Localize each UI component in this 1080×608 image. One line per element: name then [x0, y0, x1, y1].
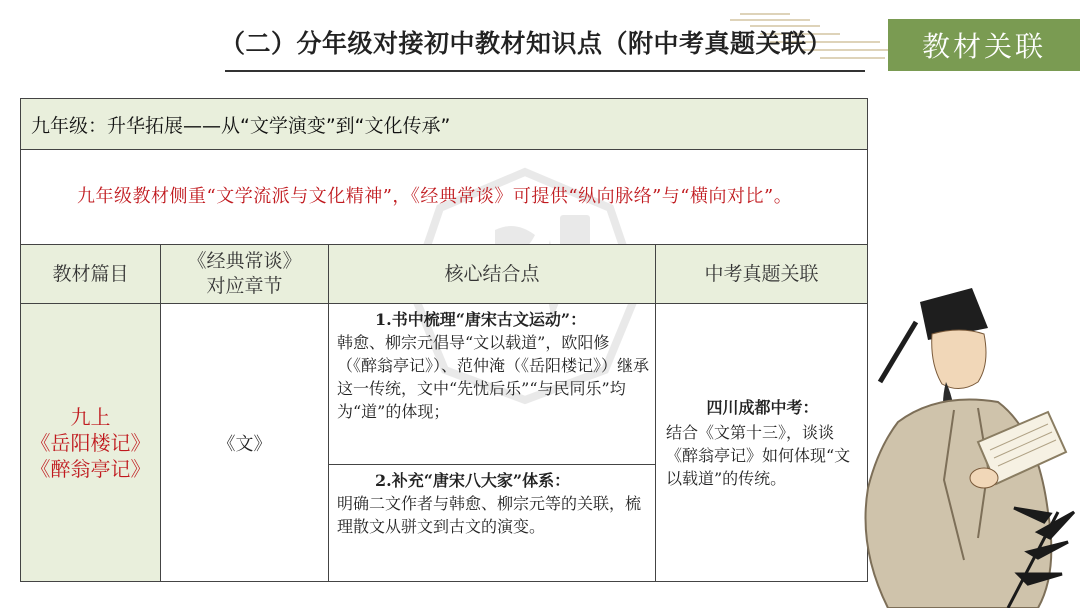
textbook-grade: 九上 — [70, 404, 111, 429]
col-head-chapter-line1: 《经典常谈》 — [187, 250, 302, 272]
col-head-chapter-line2: 对应章节 — [206, 275, 283, 297]
core-point-1-body: 韩愈、柳宗元倡导“文以载道”，欧阳修（《醉翁亭记》）、范仲淹（《岳阳楼记》）继承这一传统，文中“先忧后乐”“与民同乐”均为“道”的体现； — [337, 333, 650, 421]
grade-intro-text: 九年级教材侧重“文学流派与文化精神”，《经典常谈》可提供“纵向脉络”与“横向对比”。 — [77, 186, 793, 207]
textbook-title-1: 《岳阳楼记》 — [30, 430, 151, 455]
grade-intro — [21, 150, 868, 245]
core-point-2-title: 2.补充“唐宋八大家”体系： — [375, 471, 571, 490]
col-head-chapter — [161, 245, 329, 304]
textbook-cell — [21, 304, 161, 582]
page-title: （二）分年级对接初中教材知识点（附中考真题关联） — [220, 29, 833, 58]
knowledge-table — [20, 98, 868, 582]
scholar-illustration — [858, 282, 1080, 608]
grade-heading: 九年级：升华拓展——从“文学演变”到“文化传承” — [21, 99, 868, 150]
col-head-textbook: 教材篇目 — [21, 245, 161, 304]
title-underline — [225, 70, 865, 72]
col-head-exam: 中考真题关联 — [656, 245, 868, 304]
textbook-title-2: 《醉翁亭记》 — [30, 456, 151, 481]
core-point-1-title: 1.书中梳理“唐宋古文运动”： — [375, 310, 587, 329]
core-point-2-body: 明确二文作者与韩愈、柳宗元等的关联，梳理散文从骈文到古文的演变。 — [337, 494, 642, 536]
exam-cell — [656, 304, 868, 582]
exam-body: 结合《文第十三》，谈谈《醉翁亭记》如何体现“文以载道”的传统。 — [666, 422, 851, 488]
exam-title: 四川成都中考： — [706, 397, 819, 417]
chapter-cell: 《文》 — [161, 304, 329, 582]
core-point-2 — [329, 465, 656, 582]
col-head-core: 核心结合点 — [329, 245, 656, 304]
section-badge: 教材关联 — [888, 19, 1080, 71]
table-row — [21, 304, 868, 465]
core-point-1 — [329, 304, 656, 465]
